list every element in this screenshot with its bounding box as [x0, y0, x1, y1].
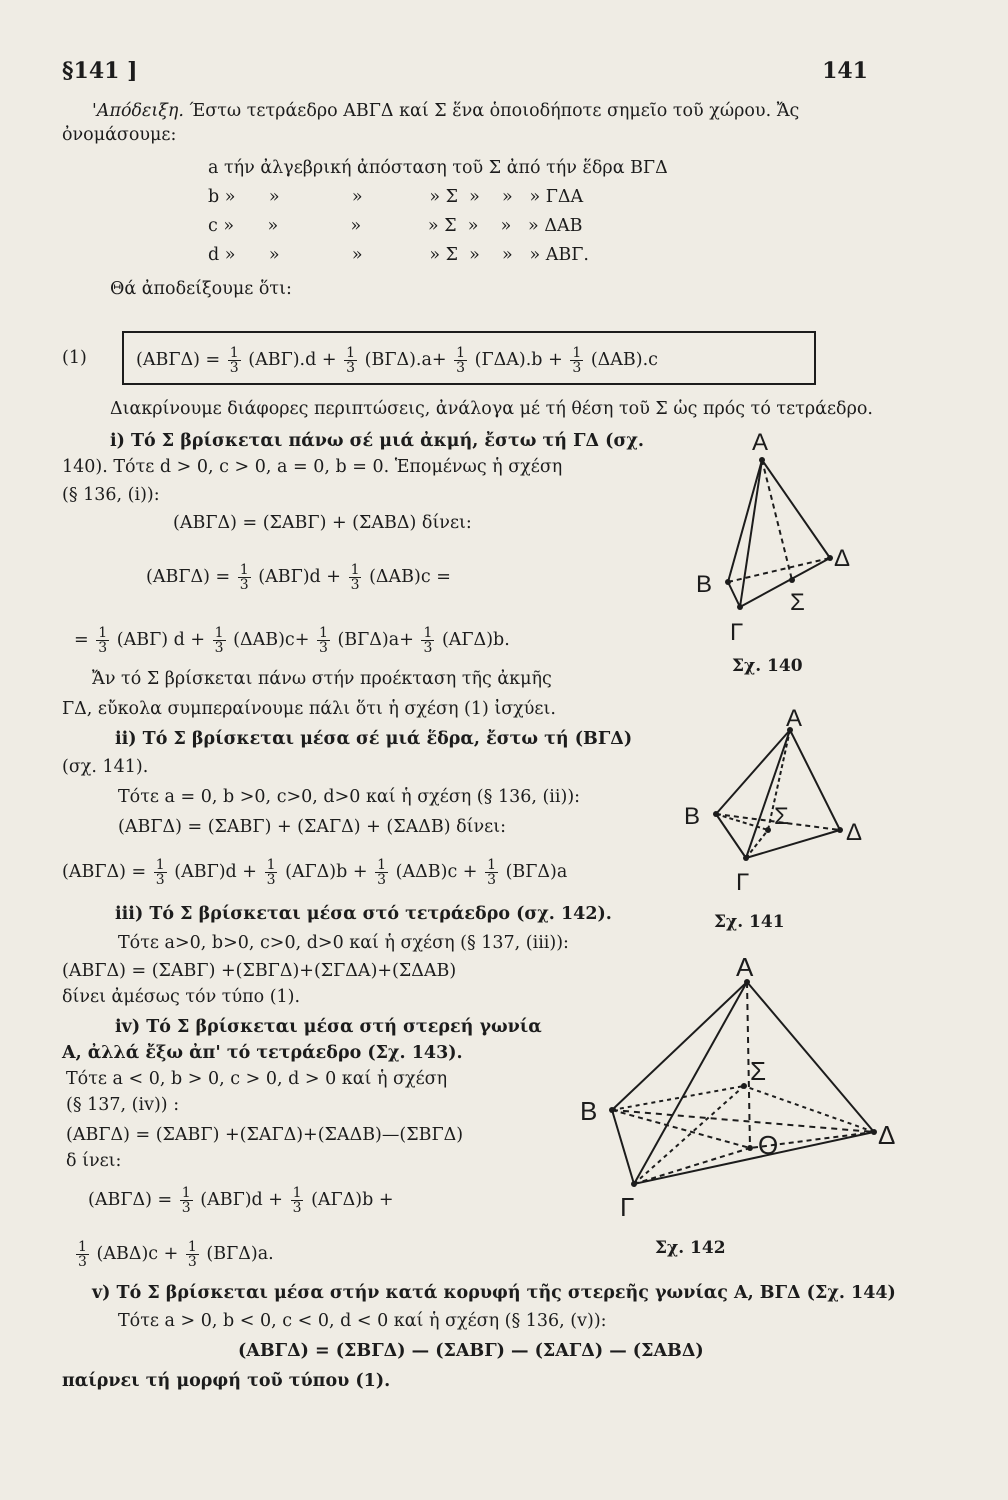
denominator: 3: [229, 360, 239, 376]
vertex-label-d: Δ: [878, 1120, 896, 1150]
page-header: [62, 58, 868, 88]
case-3-title: iii) Τό Σ βρίσκεται μέσα στό τετράεδρο (σχ. 142).: [115, 904, 612, 924]
formula-part: (ΑΒΓ) d +: [116, 630, 206, 650]
vertex-label-d: Δ: [834, 545, 851, 572]
denominator: 3: [456, 360, 466, 376]
numerator: 1: [350, 562, 360, 578]
denominator: 3: [377, 872, 387, 888]
main-formula: [136, 346, 658, 375]
numerator: 1: [292, 1185, 302, 1201]
numerator: 1: [181, 1185, 191, 1201]
point-label-o: Ο: [758, 1130, 779, 1160]
cases-intro: Διακρίνουμε διάφορες περιπτώσεις, ἀνάλογα μέ τή θέση τοῦ Σ ὡς πρός τό τετράεδρο.: [110, 399, 873, 419]
numerator: 1: [377, 857, 387, 873]
fraction: [265, 858, 278, 887]
figure-141-caption: Σχ. 141: [714, 912, 785, 932]
denominator: 3: [292, 1200, 302, 1216]
formula-part: (ΑΒΓΔ) =: [62, 862, 147, 882]
vertex-label-a: Α: [752, 429, 769, 456]
formula-term-4: (ΔΑΒ).c: [590, 350, 658, 370]
formula-part: (ΔΑΒ)c+: [233, 630, 310, 650]
formula-part: (ΔΑΒ)c =: [369, 567, 451, 587]
figure-142: [572, 948, 908, 1234]
case-2-line: (ΑΒΓΔ) = (ΣΑΒΓ) + (ΣΑΓΔ) + (ΣΑΔΒ) δίνει:: [118, 817, 506, 837]
vertex-label-a: Α: [786, 706, 803, 732]
vertex-label-g: Γ: [620, 1192, 635, 1222]
case-2-line: Τότε a = 0, b >0, c>0, d>0 καί ἡ σχέση (§ 136, (ii)):: [118, 787, 581, 807]
denominator: 3: [98, 640, 108, 656]
denominator: 3: [350, 577, 360, 593]
denominator: 3: [318, 640, 328, 656]
formula-part: (ΑΒΓ)d +: [258, 567, 341, 587]
proof-intro-line2: ὀνομάσουμε:: [62, 125, 177, 145]
numerator: 1: [456, 345, 466, 361]
formula-label: (1): [62, 348, 87, 368]
numerator: 1: [266, 857, 276, 873]
numerator: 1: [487, 857, 496, 873]
proof-intro: [92, 100, 799, 122]
case-5-line: (ΑΒΓΔ) = (ΣΒΓΔ) — (ΣΑΒΓ) — (ΣΑΓΔ) — (ΣΑΒΔ): [238, 1341, 704, 1361]
formula-part: (ΒΓΔ)a+: [337, 630, 414, 650]
case-5-line: παίρνει τή μορφή τοῦ τύπου (1).: [62, 1371, 391, 1391]
fraction: [180, 1186, 193, 1215]
fraction: [421, 626, 434, 655]
formula-part: (ΑΒΓ)d +: [174, 862, 257, 882]
denominator: 3: [214, 640, 224, 656]
formula-part: (ΑΒΓΔ) =: [88, 1190, 173, 1210]
case-4-formula-b: [74, 1240, 274, 1269]
figure-142-caption: Σχ. 142: [655, 1238, 726, 1258]
proof-label: 'Απόδειξη.: [92, 101, 184, 121]
fraction: [485, 858, 498, 887]
fraction: [291, 1186, 304, 1215]
vertex-label-d: Δ: [846, 819, 863, 846]
definition-a: a τήν ἀλγεβρική ἀπόσταση τοῦ Σ ἀπό τήν ἕδρα ΒΓΔ: [208, 158, 668, 178]
fraction: [375, 858, 388, 887]
case-2-line: (σχ. 141).: [62, 757, 149, 777]
case-1-line: ΓΔ, εὔκολα συμπεραίνουμε πάλι ὅτι ἡ σχέση (1) ἰσχύει.: [62, 699, 556, 719]
section-reference: §141 ]: [62, 58, 138, 84]
formula-term-3: (ΓΔΑ).b +: [474, 350, 563, 370]
figure-141-drawing: [680, 706, 880, 906]
point-label-s: Σ: [750, 1056, 767, 1086]
vertex-label-b: Β: [580, 1096, 598, 1126]
fraction: [76, 1240, 89, 1269]
figure-141: [680, 706, 880, 906]
case-4-title: Α, ἀλλά ἔξω ἀπ' τό τετράεδρο (Σχ. 143).: [62, 1043, 463, 1063]
case-3-line: (ΑΒΓΔ) = (ΣΑΒΓ) +(ΣΒΓΔ)+(ΣΓΔΑ)+(ΣΔΑΒ): [62, 961, 457, 981]
figure-142-drawing: [572, 948, 908, 1234]
point-label-s: Σ: [790, 589, 805, 616]
figure-140-caption: Σχ. 140: [732, 656, 803, 676]
figure-140-drawing: [690, 424, 870, 654]
page-number: 141: [822, 58, 868, 84]
proof-statement: Θά ἀποδείξουμε ὅτι:: [110, 279, 292, 299]
fraction: [228, 346, 241, 375]
case-1-formula-b: [74, 626, 510, 655]
fraction: [344, 346, 357, 375]
denominator: 3: [346, 360, 356, 376]
numerator: 1: [239, 562, 249, 578]
definition-b: b » » » » Σ » » » ΓΔΑ: [208, 187, 584, 207]
case-3-line: Τότε a>0, b>0, c>0, d>0 καί ἡ σχέση (§ 137, (iii)):: [118, 933, 569, 953]
formula-term-1: (ΑΒΓ).d +: [248, 350, 337, 370]
case-1-line: 140). Τότε d > 0, c > 0, a = 0, b = 0. Ἑπομένως ἡ σχέση: [62, 457, 563, 477]
case-1-line: Ἄν τό Σ βρίσκεται πάνω στήν προέκταση τῆς ἀκμῆς: [92, 669, 552, 689]
fraction: [454, 346, 467, 375]
denominator: 3: [239, 577, 249, 593]
case-1-line: (§ 136, (i)):: [62, 485, 160, 505]
numerator: 1: [155, 857, 165, 873]
vertex-label-b: Β: [696, 571, 713, 598]
formula-part: =: [74, 630, 89, 650]
case-2-formula: [62, 858, 567, 887]
vertex-label-g: Γ: [736, 869, 750, 896]
formula-part: (ΑΒΓΔ) =: [146, 567, 231, 587]
case-5-line: Τότε a > 0, b < 0, c < 0, d < 0 καί ἡ σχέση (§ 136, (v)):: [118, 1311, 607, 1331]
fraction: [154, 858, 167, 887]
case-4-formula-a: [88, 1186, 394, 1215]
case-2-title: ii) Τό Σ βρίσκεται μέσα σέ μιά ἕδρα, ἔστω τή (ΒΓΔ): [115, 729, 633, 749]
denominator: 3: [572, 360, 582, 376]
formula-term-2: (ΒΓΔ).a+: [364, 350, 447, 370]
vertex-label-b: Β: [684, 803, 701, 830]
case-4-title: iv) Τό Σ βρίσκεται μέσα στή στερεή γωνία: [115, 1017, 542, 1037]
case-4-line: Τότε a < 0, b > 0, c > 0, d > 0 καί ἡ σχέση: [66, 1069, 448, 1089]
numerator: 1: [98, 625, 108, 641]
fraction: [186, 1240, 199, 1269]
definition-d: d » » » » Σ » » » ΑΒΓ.: [208, 245, 589, 265]
case-1-formula-a: [146, 563, 451, 592]
case-4-line: (§ 137, (iv)) :: [66, 1095, 180, 1115]
denominator: 3: [187, 1254, 197, 1270]
fraction: [238, 563, 251, 592]
formula-part: (ΒΓΔ)a: [505, 862, 568, 882]
numerator: 1: [78, 1239, 87, 1255]
proof-intro-text: Έστω τετράεδρο ΑΒΓΔ καί Σ ἕνα ὁποιοδήποτε σημεῖο τοῦ χώρου. Ἄς: [189, 101, 800, 121]
formula-part: (ΑΒΓ)d +: [200, 1190, 283, 1210]
figure-140: [690, 424, 870, 654]
numerator: 1: [187, 1239, 197, 1255]
denominator: 3: [487, 872, 496, 888]
case-4-line: δ ίνει:: [66, 1151, 122, 1171]
fraction: [96, 626, 109, 655]
formula-part: (ΑΔΒ)c +: [395, 862, 478, 882]
fraction: [213, 626, 226, 655]
numerator: 1: [346, 345, 356, 361]
case-5-title: v) Τό Σ βρίσκεται μέσα στήν κατά κορυφή τῆς στερεῆς γωνίας Α, ΒΓΔ (Σχ. 144): [92, 1283, 896, 1303]
numerator: 1: [572, 345, 582, 361]
case-1-title: i) Τό Σ βρίσκεται πάνω σέ μιά ἀκμή, ἔστω τή ΓΔ (σχ.: [110, 431, 644, 451]
case-1-line: (ΑΒΓΔ) = (ΣΑΒΓ) + (ΣΑΒΔ) δίνει:: [173, 513, 472, 533]
denominator: 3: [78, 1254, 87, 1270]
denominator: 3: [423, 640, 433, 656]
case-3-line: δίνει ἀμέσως τόν τύπο (1).: [62, 987, 301, 1007]
fraction: [317, 626, 330, 655]
fraction: [570, 346, 583, 375]
numerator: 1: [229, 345, 239, 361]
formula-part: (ΑΓΔ)b +: [285, 862, 368, 882]
vertex-label-a: Α: [736, 952, 754, 982]
formula-part: (ΑΓΔ)b.: [441, 630, 510, 650]
formula-lhs: (ΑΒΓΔ) =: [136, 350, 221, 370]
case-4-line: (ΑΒΓΔ) = (ΣΑΒΓ) +(ΣΑΓΔ)+(ΣΑΔΒ)—(ΣΒΓΔ): [66, 1125, 464, 1145]
numerator: 1: [423, 625, 433, 641]
formula-part: (ΒΓΔ)a.: [206, 1244, 274, 1264]
point-label-s: Σ: [774, 803, 789, 830]
formula-part: (ΑΓΔ)b +: [311, 1190, 394, 1210]
denominator: 3: [155, 872, 165, 888]
fraction: [349, 563, 362, 592]
vertex-label-g: Γ: [730, 619, 744, 646]
definition-c: c » » » » Σ » » » ΔΑΒ: [208, 216, 583, 236]
numerator: 1: [214, 625, 224, 641]
formula-part: (ΑΒΔ)c +: [96, 1244, 179, 1264]
denominator: 3: [266, 872, 276, 888]
denominator: 3: [181, 1200, 191, 1216]
numerator: 1: [318, 625, 328, 641]
